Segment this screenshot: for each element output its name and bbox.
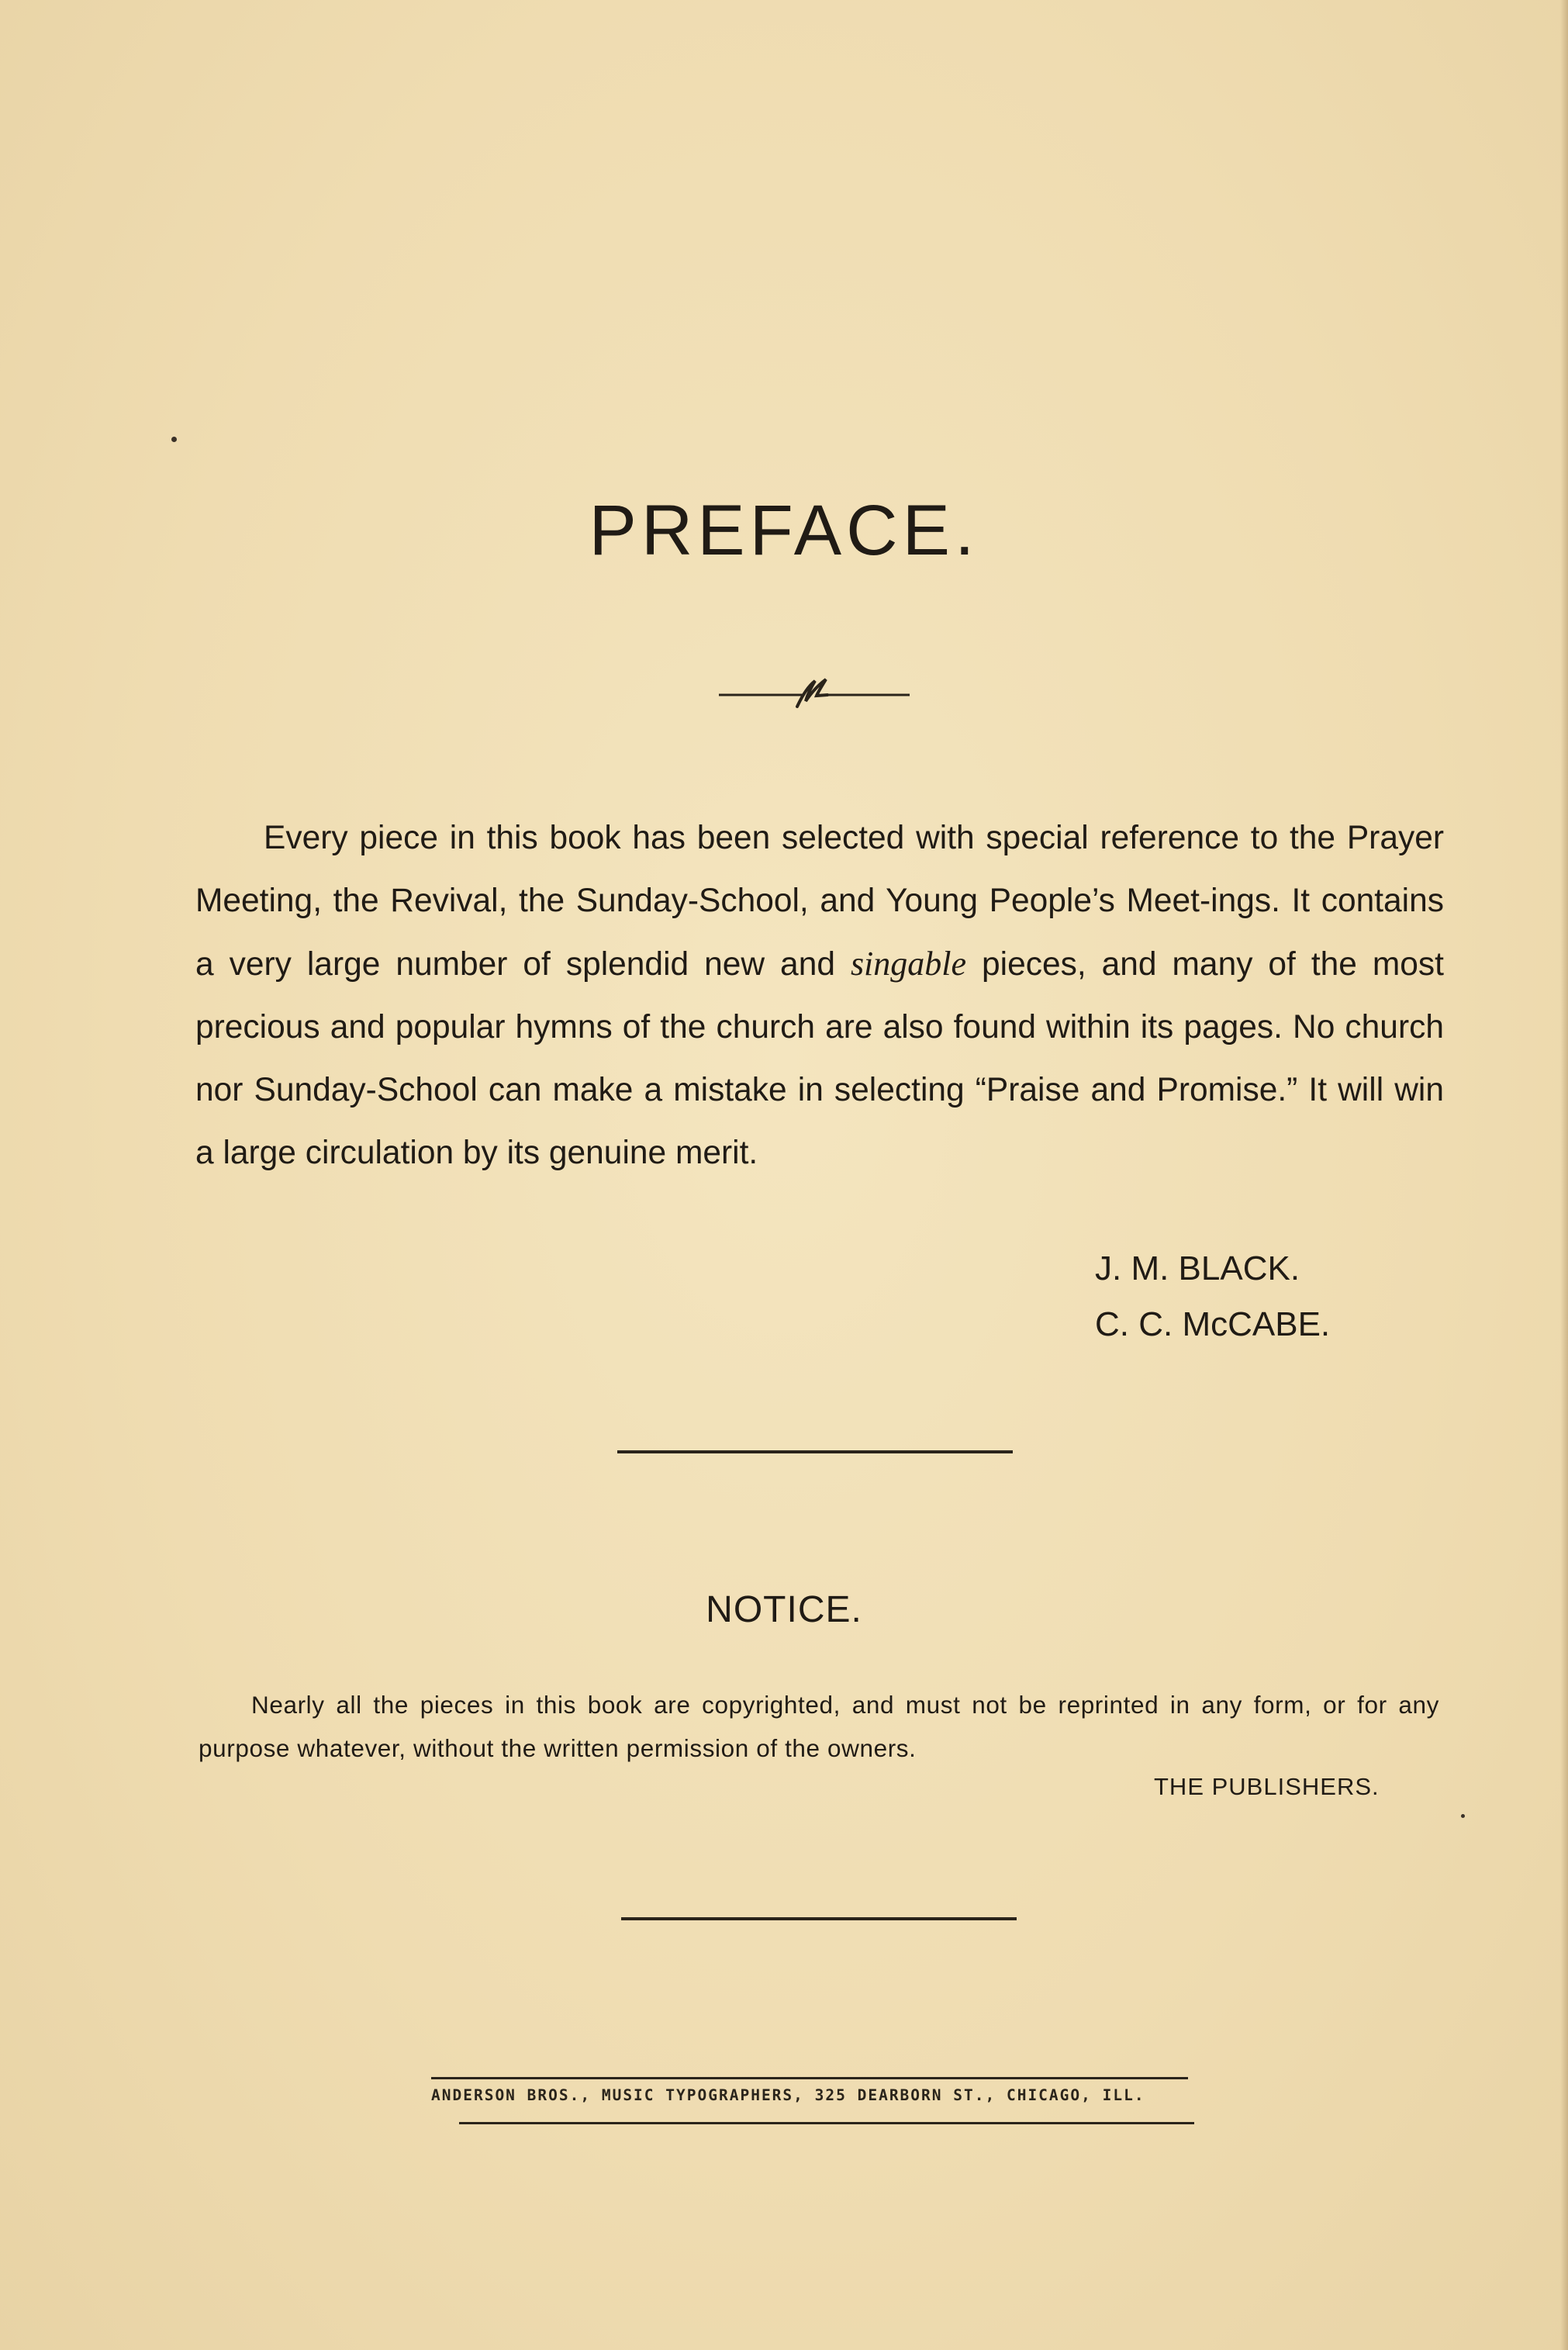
ornament-flourish: [717, 672, 911, 710]
notice-title: NOTICE.: [706, 1589, 862, 1630]
preface-text-part: pieces, and many of the most precious and popular hymns of the church are also found within its pages. No church nor Sunday-School can make a mistake in selecting “Praise and Promise.” It will win a large circulation by its genuine merit.: [195, 946, 1444, 1171]
divider-rule: [621, 1917, 1017, 1920]
ink-speck: [171, 437, 177, 442]
preface-paragraph: [195, 807, 1444, 1184]
ink-speck: [1461, 1814, 1465, 1818]
imprint-rule-top: [431, 2077, 1188, 2079]
signer-mccabe: C. C. McCABE.: [1095, 1305, 1331, 1343]
page-edge-shadow: [1560, 0, 1568, 2350]
imprint-rule-bottom: [459, 2122, 1194, 2124]
printer-imprint: ANDERSON BROS., MUSIC TYPOGRAPHERS, 325 DEARBORN ST., CHICAGO, ILL.: [431, 2086, 1145, 2104]
emphasized-word: singable: [850, 945, 967, 983]
preface-signatures: [1095, 1241, 1330, 1353]
divider-rule: [617, 1450, 1013, 1453]
signer-black: J. M. BLACK.: [1095, 1249, 1300, 1287]
preface-text-part: Every piece in this book has been selected with special reference to the Prayer Meeting, the Revival, the Sunday-School, and Young People’s Meet-ings. It contains a very large number of splendid new and: [195, 820, 1444, 983]
notice-text: Nearly all the pieces in this book are copyrighted, and must not be reprinted in any form, or for any purpose whatever, without the written permission of the owners.: [199, 1691, 1439, 1762]
notice-signature: THE PUBLISHERS.: [1154, 1773, 1380, 1800]
preface-title: PREFACE.: [589, 491, 979, 570]
